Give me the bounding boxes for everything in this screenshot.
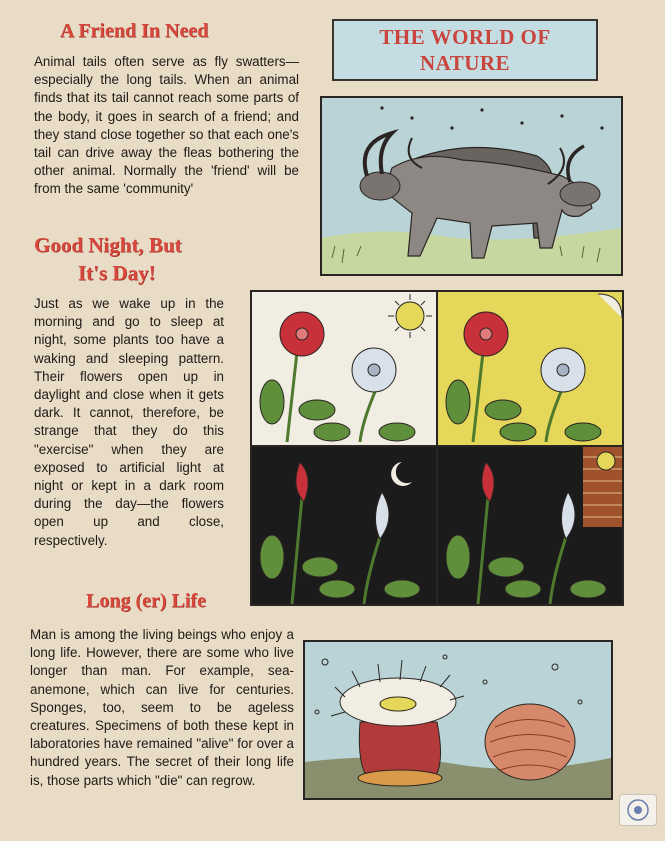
banner-title-line1: THE WORLD OF	[379, 25, 551, 49]
flower-panels-illustration	[250, 290, 624, 606]
flower-panel-dark-room	[438, 447, 622, 604]
sea-anemone-sponge-illustration	[303, 640, 613, 800]
magazine-section-banner	[332, 19, 598, 81]
heading-good-night-but-its-day	[34, 231, 182, 287]
publisher-stamp	[619, 794, 657, 826]
paragraph-a-friend-in-need: Animal tails often serve as fly swatters—especially the long tails. When an animal finds that its tail cannot reach some parts of the body, it goes in search of a friend; and they stand close together so that each one's tail can drive away the fleas bothering the other animal. Normally the 'friend' will be from the same 'community'	[34, 54, 299, 197]
paragraph-longer-life: Man is among the living beings who enjoy a long life. However, there are some who live longer than man. For example, sea-anemone, which can live for centuries. Sponges, too, seem to be ageless creatures. Specimens of both these kept in laboratories have remained "alive" for over a hundred years. The secret of their long life is, those parts which "die" can regrow.	[30, 627, 294, 788]
flower-panel-artificial-light	[438, 292, 622, 445]
flower-panel-day	[252, 292, 436, 445]
heading-a-friend-in-need: A Friend In Need	[60, 20, 209, 42]
paragraph-good-night: Just as we wake up in the morning and go to sleep at night, some plants too have a waking and sleeping pattern. Their flowers open up in daylight and close when it gets dark. It cannot, therefore, be strange that they do this "exercise" when they are exposed to artificial light at night or kept in a dark room during the day—the flowers open up and close, respectively.	[34, 296, 224, 548]
flower-panel-night	[252, 447, 436, 604]
heading-line2: It's Day!	[78, 261, 156, 285]
heading-longer-life: Long (er) Life	[86, 590, 206, 612]
heading-line1: Good Night, But	[34, 233, 182, 257]
buffalo-illustration	[320, 96, 623, 276]
banner-title-line2: NATURE	[419, 51, 511, 75]
